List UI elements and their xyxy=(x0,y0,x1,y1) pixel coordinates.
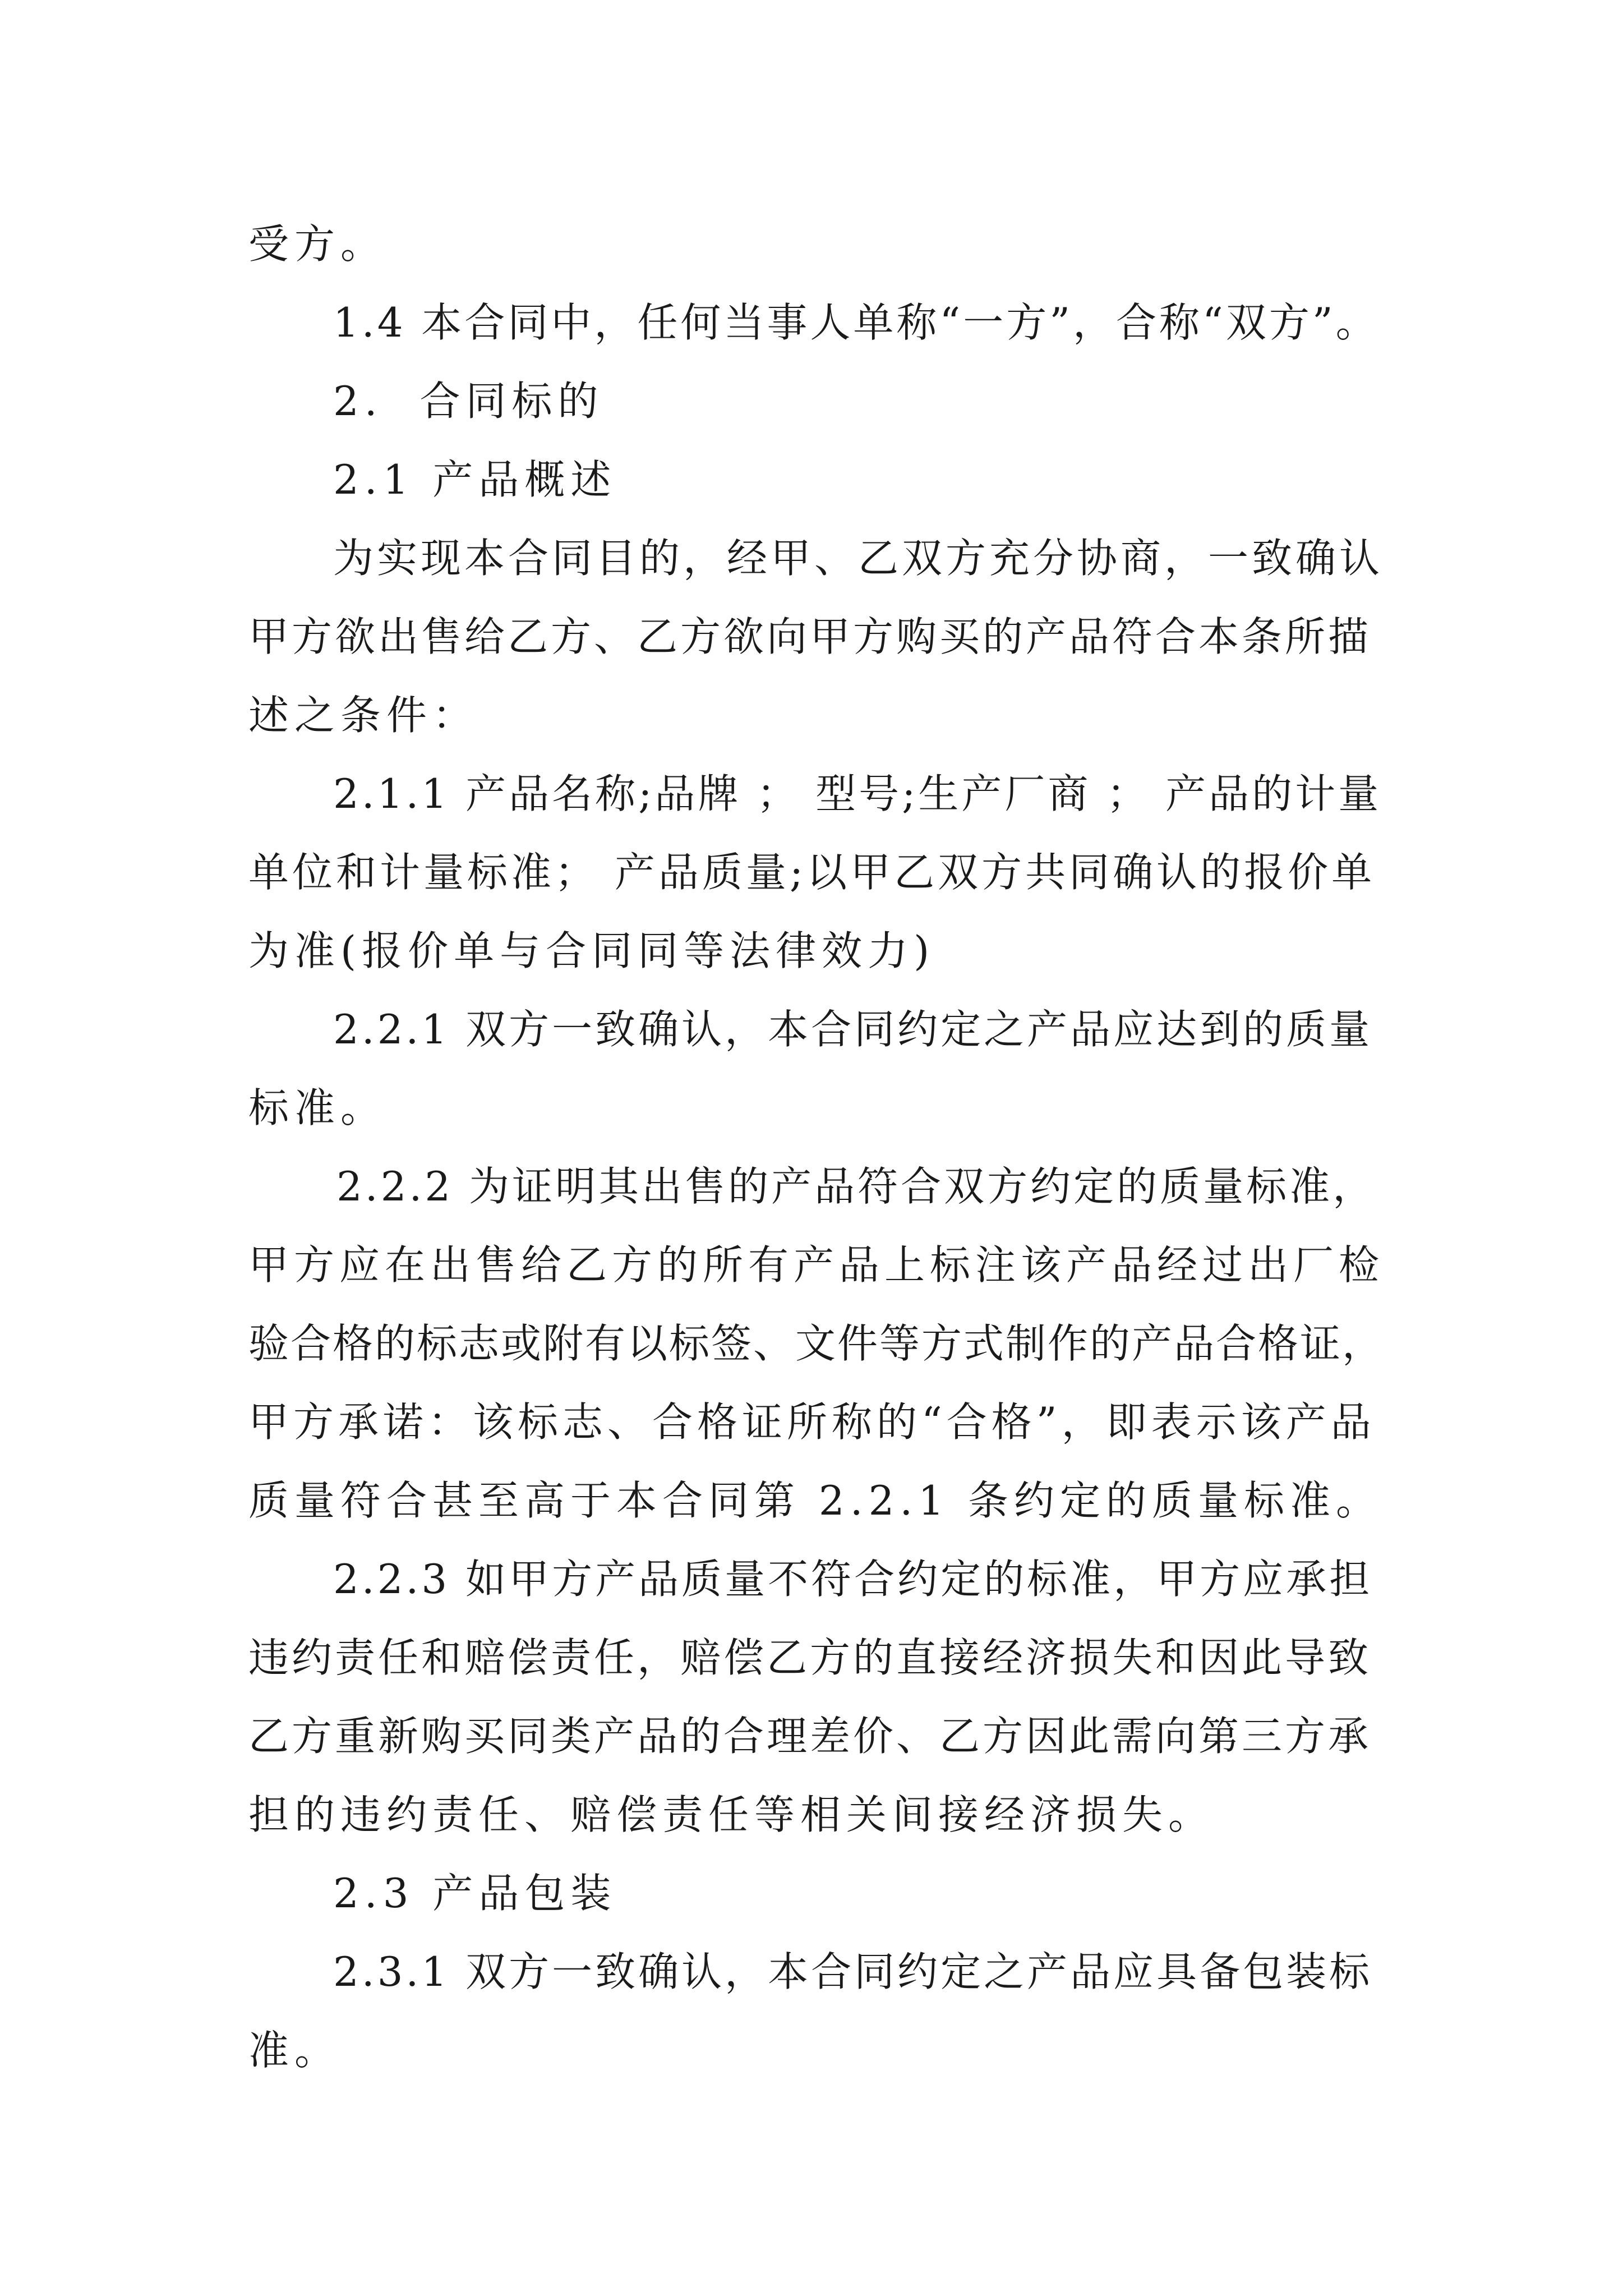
text-line: 2.3.1 双方一致确认，本合同约定之产品应具备包装标 xyxy=(333,1948,1373,1995)
text-line: 准。 xyxy=(248,2027,341,2074)
text-line: 为实现本合同目的，经甲、乙双方充分协商，一致确认 xyxy=(333,535,1384,582)
text-line: 担的违约责任、赔偿责任等相关间接经济损失。 xyxy=(248,1791,1215,1838)
text-line: 验合格的标志或附有以标签、文件等方式制作的产品合格证， xyxy=(248,1320,1385,1367)
text-line: 为准(报价单与合同同等法律效力) xyxy=(248,927,935,974)
text-line: 标准。 xyxy=(248,1084,387,1131)
text-line: 乙方重新购买同类产品的合理差价、乙方因此需向第三方承 xyxy=(248,1713,1372,1760)
text-line: 述之条件： xyxy=(248,692,479,739)
text-line: 违约责任和赔偿责任，赔偿乙方的直接经济损失和因此导致 xyxy=(248,1634,1372,1681)
text-line: 甲方应在出售给乙方的所有产品上标注该产品经过出厂检 xyxy=(248,1241,1385,1289)
text-line: 甲方欲出售给乙方、乙方欲向甲方购买的产品符合本条所描 xyxy=(248,613,1372,660)
text-line: 受方。 xyxy=(248,220,387,268)
text-line: 2.2.1 双方一致确认，本合同约定之产品应达到的质量 xyxy=(333,1006,1373,1053)
section-heading: 2.3 产品包装 xyxy=(333,1870,617,1917)
text-line: 2.2.2 为证明其出售的产品符合双方约定的质量标准， xyxy=(336,1163,1376,1210)
text-line: 甲方承诺：该标志、合格证所称的“合格”，即表示该产品 xyxy=(248,1398,1376,1446)
text-line: 单位和计量标准； 产品质量;以甲乙双方共同确认的报价单 xyxy=(248,849,1376,896)
section-heading: 2.1 产品概述 xyxy=(333,456,617,503)
text-line: 质量符合甚至高于本合同第 2.2.1 条约定的质量标准。 xyxy=(248,1477,1382,1524)
text-line: 1.4 本合同中，任何当事人单称“一方”，合称“双方”。 xyxy=(333,299,1379,346)
text-line: 2.2.3 如甲方产品质量不符合约定的标准，甲方应承担 xyxy=(333,1556,1373,1603)
text-line: 2.1.1 产品名称;品牌 ； 型号;生产厂商 ； 产品的计量 xyxy=(333,770,1382,817)
section-heading: 2. 合同标的 xyxy=(333,378,604,425)
